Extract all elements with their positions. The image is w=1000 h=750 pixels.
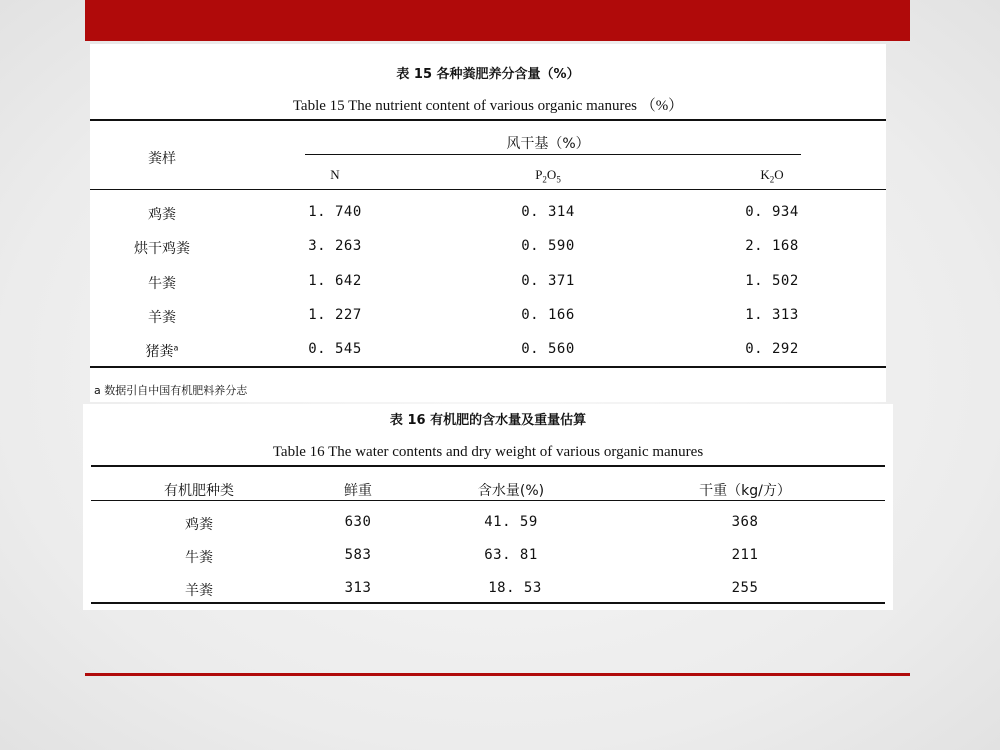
table16-header: 干重（kg/方）: [699, 483, 791, 499]
table-cell: 0. 371: [521, 273, 575, 289]
table-row: 烘干鸡粪: [134, 241, 190, 257]
table-cell: 211: [731, 547, 759, 563]
table-row: 牛粪: [148, 276, 176, 292]
top-accent-bar: [85, 0, 910, 41]
table16-header: 含水量(%): [477, 483, 545, 499]
table15-group-rule: [305, 154, 801, 155]
table-row: 牛粪: [185, 550, 213, 566]
table15-footnote: a 数据引自中国有机肥料养分志: [94, 384, 248, 397]
table15-col-n: N: [330, 167, 340, 182]
table-row: 鸡粪: [185, 517, 213, 533]
table-cell: 368: [731, 514, 759, 530]
table15-bottom-rule: [90, 366, 886, 368]
table16-top-rule: [91, 465, 885, 467]
table-row: 羊粪: [185, 583, 213, 599]
table-cell: 1. 227: [308, 307, 362, 323]
table-cell: 0. 934: [745, 204, 799, 220]
table15-group-header: 风干基（%）: [506, 136, 590, 152]
table-cell: 18. 53: [488, 580, 542, 596]
table-cell: 0. 590: [521, 238, 575, 254]
table-cell: 1. 642: [308, 273, 362, 289]
table16-title-cn: 表 16 有机肥的含水量及重量估算: [389, 413, 587, 428]
footnote-marker: a: [173, 343, 179, 353]
table-cell: 63. 81: [484, 547, 538, 563]
table-cell: 0. 560: [521, 341, 575, 357]
table15-title-en: Table 15 The nutrient content of various organic manures （%）: [292, 98, 684, 114]
bottom-accent-rule: [85, 673, 910, 676]
table-row: 鸡粪: [148, 207, 176, 223]
table-cell: 0. 292: [745, 341, 799, 357]
table-cell: 630: [344, 514, 372, 530]
table-cell: 0. 545: [308, 341, 362, 357]
table15-scan: [90, 44, 886, 402]
table-cell: 41. 59: [484, 514, 538, 530]
table16-header: 鲜重: [344, 483, 372, 499]
table15-top-rule: [90, 119, 886, 121]
table-row: 羊粪: [148, 310, 176, 326]
table-cell: 0. 166: [521, 307, 575, 323]
table16-title-en: Table 16 The water contents and dry weight of various organic manures: [272, 444, 704, 460]
table16-bottom-rule: [91, 602, 885, 604]
table-cell: 1. 740: [308, 204, 362, 220]
table-cell: 0. 314: [521, 204, 575, 220]
table-cell: 313: [344, 580, 372, 596]
table-cell: 1. 502: [745, 273, 799, 289]
table15-row-header: 粪样: [148, 151, 176, 167]
table-cell: 583: [344, 547, 372, 563]
table16-header: 有机肥种类: [164, 483, 234, 499]
table15-title-cn: 表 15 各种粪肥养分含量（%）: [396, 67, 580, 82]
table-cell: 2. 168: [745, 238, 799, 254]
table-cell: 3. 263: [308, 238, 362, 254]
table15-col-p2o5: $P_2O_5$: [535, 167, 561, 185]
table-cell: 255: [731, 580, 759, 596]
table16-scan: [83, 404, 893, 610]
table-row: 猪粪$^a$: [145, 343, 179, 360]
table15-col-k2o: $K_2O$: [760, 167, 784, 185]
table15-header-rule: [90, 189, 886, 190]
table-cell: 1. 313: [745, 307, 799, 323]
table16-header-rule: [91, 500, 885, 501]
